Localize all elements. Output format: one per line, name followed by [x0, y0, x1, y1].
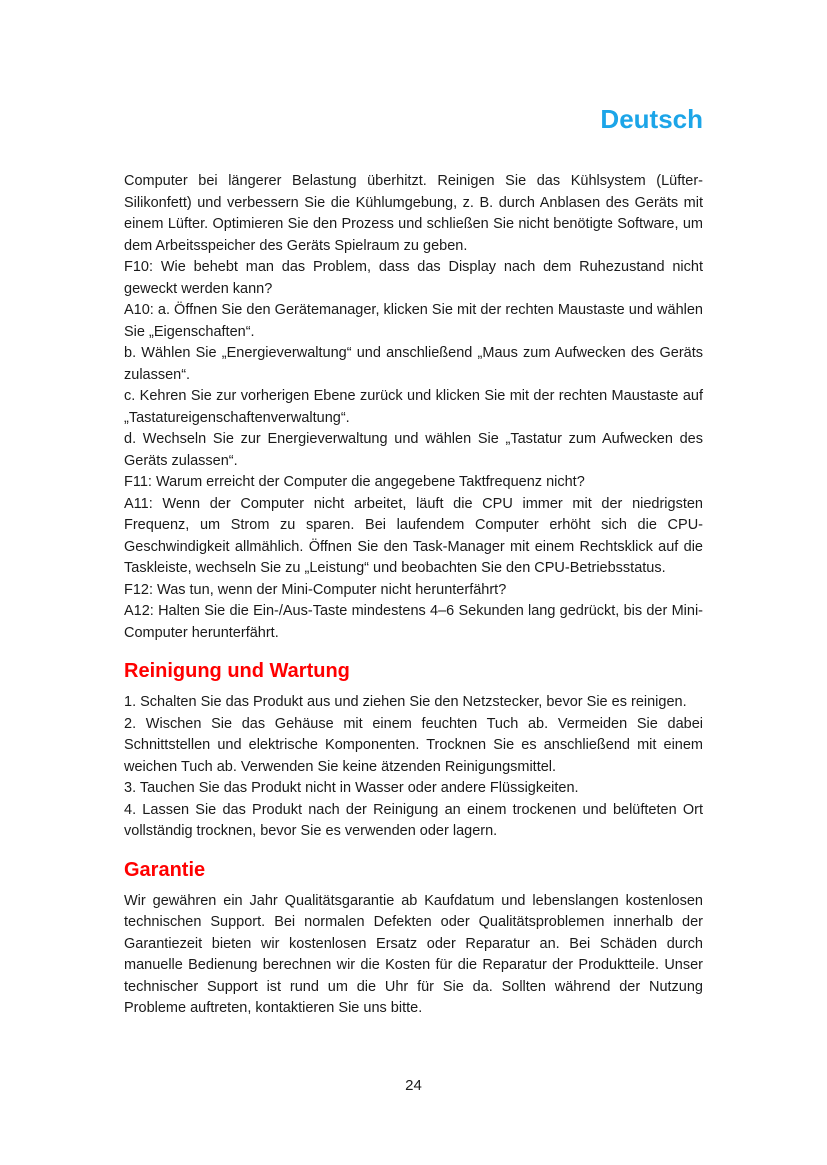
- paragraph-a10-b: b. Wählen Sie „Energieverwaltung“ und anschließend „Maus zum Aufwecken des Geräts zulassen“.: [124, 345, 703, 383]
- cleaning-step-3: 3. Tauchen Sie das Produkt nicht in Wasser oder andere Flüssigkeiten.: [124, 780, 579, 797]
- cleaning-step-4: 4. Lassen Sie das Produkt nach der Reinigung an einem trockenen und belüfteten Ort vollständig trocknen, bevor Sie es verwenden oder lagern.: [124, 801, 703, 840]
- warranty-section-heading: Garantie: [124, 858, 206, 881]
- page-footer: [0, 1077, 827, 1095]
- page-title: Deutsch: [600, 104, 703, 134]
- paragraph-a10-d: d. Wechseln Sie zur Energieverwaltung und wählen Sie „Tastatur zum Aufwecken des Geräts zulassen“.: [124, 431, 703, 469]
- cleaning-section: [124, 659, 703, 843]
- warranty-paragraph: Wir gewähren ein Jahr Qualitätsgarantie ab Kaufdatum und lebenslangen kostenlosen technischen Support. Bei normalen Defekten oder Qualitätsproblemen innerhalb der Garantiezeit bieten wir kostenlosen Ersatz oder Reparatur an. Bei Schäden durch manuelle Bedienung berechnen wir die Kosten für die Reparatur der Produktteile. Unser technischer Support ist rund um die Uhr für Sie da. Sollten während der Nutzung Probleme auftreten, kontaktieren Sie uns bitte.: [124, 892, 703, 1017]
- paragraph-q11: F11: Warum erreicht der Computer die angegebene Taktfrequenz nicht?: [124, 474, 585, 491]
- paragraph-a10: A10: a. Öffnen Sie den Gerätemanager, klicken Sie mit der rechten Maustaste und wählen Sie „Eigenschaften“.: [124, 302, 703, 340]
- page-number: 24: [405, 1077, 422, 1094]
- paragraph-q10: F10: Wie behebt man das Problem, dass das Display nach dem Ruhezustand nicht geweckt werden kann?: [124, 259, 703, 297]
- paragraph-a10-c: c. Kehren Sie zur vorherigen Ebene zurück und klicken Sie mit der rechten Maustaste auf „Tastatureigenschaftenverwaltung“.: [124, 388, 703, 426]
- faq-section: [124, 171, 703, 644]
- paragraph-a11: A11: Wenn der Computer nicht arbeitet, läuft die CPU immer mit der niedrigsten Frequenz, um Strom zu sparen. Bei laufendem Computer erhöht sich die CPU-Geschwindigkeit allmählich. Öffnen Sie den Task-Manager mit einem Rechtsklick auf die Taskleiste, wechseln Sie zu „Leistung“ und beobachten Sie den CPU-Betriebsstatus.: [124, 495, 703, 577]
- warranty-section: [124, 858, 703, 1020]
- paragraph-a12: A12: Halten Sie die Ein-/Aus-Taste mindestens 4–6 Sekunden lang gedrückt, bis der Mini-Computer herunterfährt.: [124, 603, 703, 641]
- cleaning-section-heading: Reinigung und Wartung: [124, 660, 350, 683]
- paragraph-intro: Computer bei längerer Belastung überhitzt. Reinigen Sie das Kühlsystem (Lüfter-Silikonfett) und verbessern Sie die Kühlumgebung, z. B. durch Anblasen des Geräts mit einem Lüfter. Optimieren Sie den Prozess und schließen Sie nicht benötigte Software, um dem Arbeitsspeicher des Geräts Spielraum zu geben.: [124, 173, 703, 254]
- cleaning-step-2: 2. Wischen Sie das Gehäuse mit einem feuchten Tuch ab. Vermeiden Sie dabei Schnittstellen und elektrische Komponenten. Trocknen Sie es anschließend mit einem weichen Tuch ab. Verwenden Sie keine ätzenden Reinigungsmittel.: [124, 715, 703, 775]
- cleaning-step-1: 1. Schalten Sie das Produkt aus und ziehen Sie den Netzstecker, bevor Sie es reinigen.: [124, 694, 687, 711]
- paragraph-q12: F12: Was tun, wenn der Mini-Computer nicht herunterfährt?: [124, 581, 507, 598]
